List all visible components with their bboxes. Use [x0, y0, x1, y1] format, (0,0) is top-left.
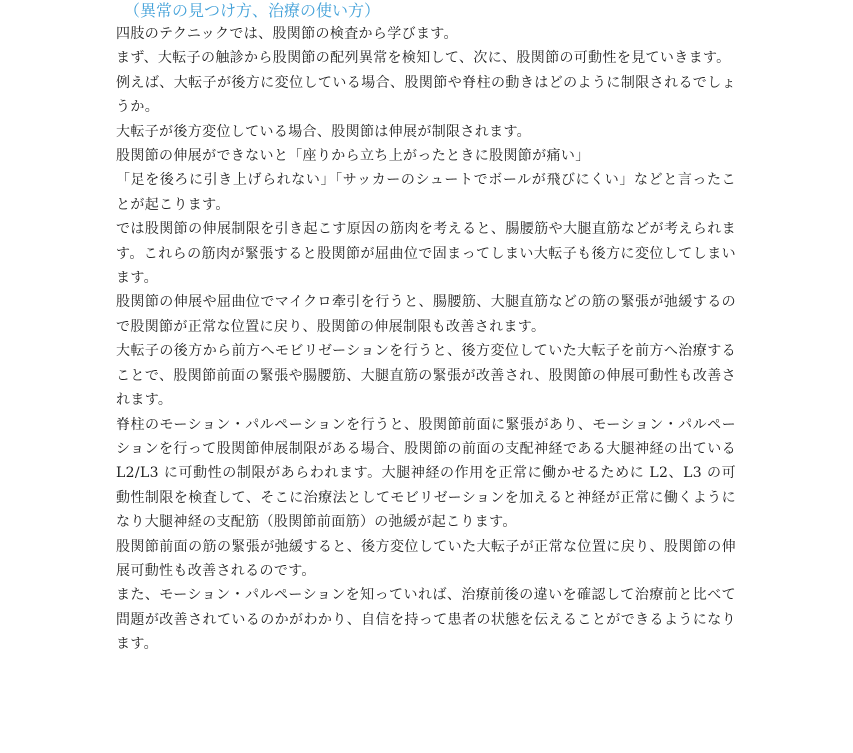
- paragraph-hip-exam-intro: 四肢のテクニックでは、股関節の検査から学びます。: [116, 26, 458, 42]
- paragraph-mobilization: 大転子の後方から前方へモビリゼーションを行うと、後方変位していた大転子を前方へ治療することで、股関節前面の緊張や腸腰筋、大腿直筋の緊張が改善され、股関節の伸展可動性も改善されます。: [116, 343, 736, 409]
- paragraph-extension-limited: 大転子が後方変位している場合、股関節は伸展が制限されます。: [116, 123, 532, 140]
- paragraph-causal-muscles: では股関節の伸展制限を引き起こす原因の筋肉を考えると、腸腰筋や大腿直筋などが考えられます。これらの筋肉が緊張すると股関節が屈曲位で固まってしまい大転子も後方に変位してしまいます。: [116, 221, 736, 287]
- paragraph-micro-traction: 股関節の伸展や屈曲位でマイクロ牽引を行うと、腸腰筋、大腿直筋などの筋の緊張が弛緩するので股関節が正常な位置に戻り、股関節の伸展制限も改善されます。: [116, 294, 736, 335]
- paragraph-posterior-displacement-question: 例えば、大転子が後方に変位している場合、股関節や脊柱の動きはどのように制限されるでしょうか。: [116, 74, 736, 116]
- paragraph-pain-standing: 股関節の伸展ができないと「座りから立ち上がったときに股関節が痛い」: [116, 148, 590, 165]
- paragraph-anterior-relaxation: 股関節前面の筋の緊張が弛緩すると、後方変位していた大転子が正常な位置に戻り、股関節の伸展可動性も改善されるのです。: [116, 538, 736, 579]
- article-body: [116, 0, 736, 657]
- paragraph-symptom-examples: 「足を後ろに引き上げられない」「サッカーのシュートでボールが飛びにくい」などと言ったことが起こります。: [116, 172, 736, 213]
- paragraph-trochanter-palpation: まず、大転子の触診から股関節の配列異常を検知して、次に、股関節の可動性を見ていきます。: [116, 50, 731, 67]
- paragraph-motion-palpation-spine: 脊柱のモーション・パルペーションを行うと、股関節前面に緊張があり、モーション・パルペーションを行って股関節伸展制限がある場合、股関節の前面の支配神経である大腿神経の出ている L2/L3 に可動性の制限があらわれます。大腿神経の作用を正常に働かせるために L2、L3 の可動性制限を検査して、そこに治療法としてモビリゼーションを加えると神経が正常に働くようになり大腿神経の支配筋（股関節前面筋）の弛緩が起こります。: [116, 416, 736, 531]
- section-subheading: （異常の見つけ方、治療の使い方）: [124, 1, 381, 20]
- paragraph-conclusion: また、モーション・パルペーションを知っていれば、治療前後の違いを確認して治療前と比べて問題が改善されているのかがわかり、自信を持って患者の状態を伝えることができるようになります。: [116, 587, 736, 653]
